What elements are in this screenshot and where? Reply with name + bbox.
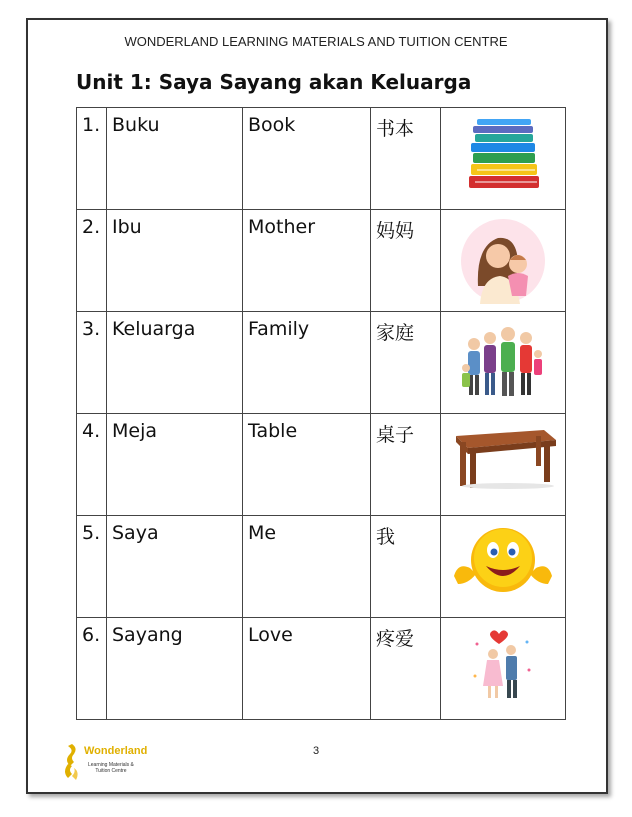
malay-word: Buku [107,108,243,210]
english-word: Me [243,516,371,618]
table-row [77,618,566,720]
table-row [77,414,566,516]
table-row [77,210,566,312]
love-couple-icon [463,624,543,704]
table-row [77,516,566,618]
malay-word: Ibu [107,210,243,312]
english-word: Book [243,108,371,210]
row-number: 1. [77,108,107,210]
table-row [77,312,566,414]
row-number: 6. [77,618,107,720]
logo-subtitle [88,762,134,774]
vocabulary-table [76,107,566,720]
chinese-word: 疼爱 [371,618,441,720]
mother-icon [458,216,548,306]
logo-mark-icon [60,742,84,782]
row-number: 3. [77,312,107,414]
english-word: Family [243,312,371,414]
family-icon [458,318,548,402]
malay-word: Keluarga [107,312,243,414]
row-number: 4. [77,414,107,516]
chinese-word: 桌子 [371,414,441,516]
logo-name: Wonderland [84,745,148,757]
chinese-word: 书本 [371,108,441,210]
chinese-word: 家庭 [371,312,441,414]
page-header: WONDERLAND LEARNING MATERIALS AND TUITION CENTRE [124,34,508,49]
row-number: 5. [77,516,107,618]
logo-subtitle-line2: Tuition Centre [95,768,127,774]
table-icon [448,420,558,490]
malay-word: Saya [107,516,243,618]
wonderland-logo [60,742,170,784]
english-word: Table [243,414,371,516]
chinese-word: 妈妈 [371,210,441,312]
smiley-icon [448,522,558,602]
chinese-word: 我 [371,516,441,618]
row-number: 2. [77,210,107,312]
table-row [77,108,566,210]
page-number: 3 [312,745,320,757]
page-title: Unit 1: Saya Sayang akan Keluarga [76,70,472,94]
malay-word: Meja [107,414,243,516]
english-word: Love [243,618,371,720]
english-word: Mother [243,210,371,312]
books-icon [461,114,545,192]
logo-subtitle-line1: Learning Materials & [88,762,134,768]
malay-word: Sayang [107,618,243,720]
